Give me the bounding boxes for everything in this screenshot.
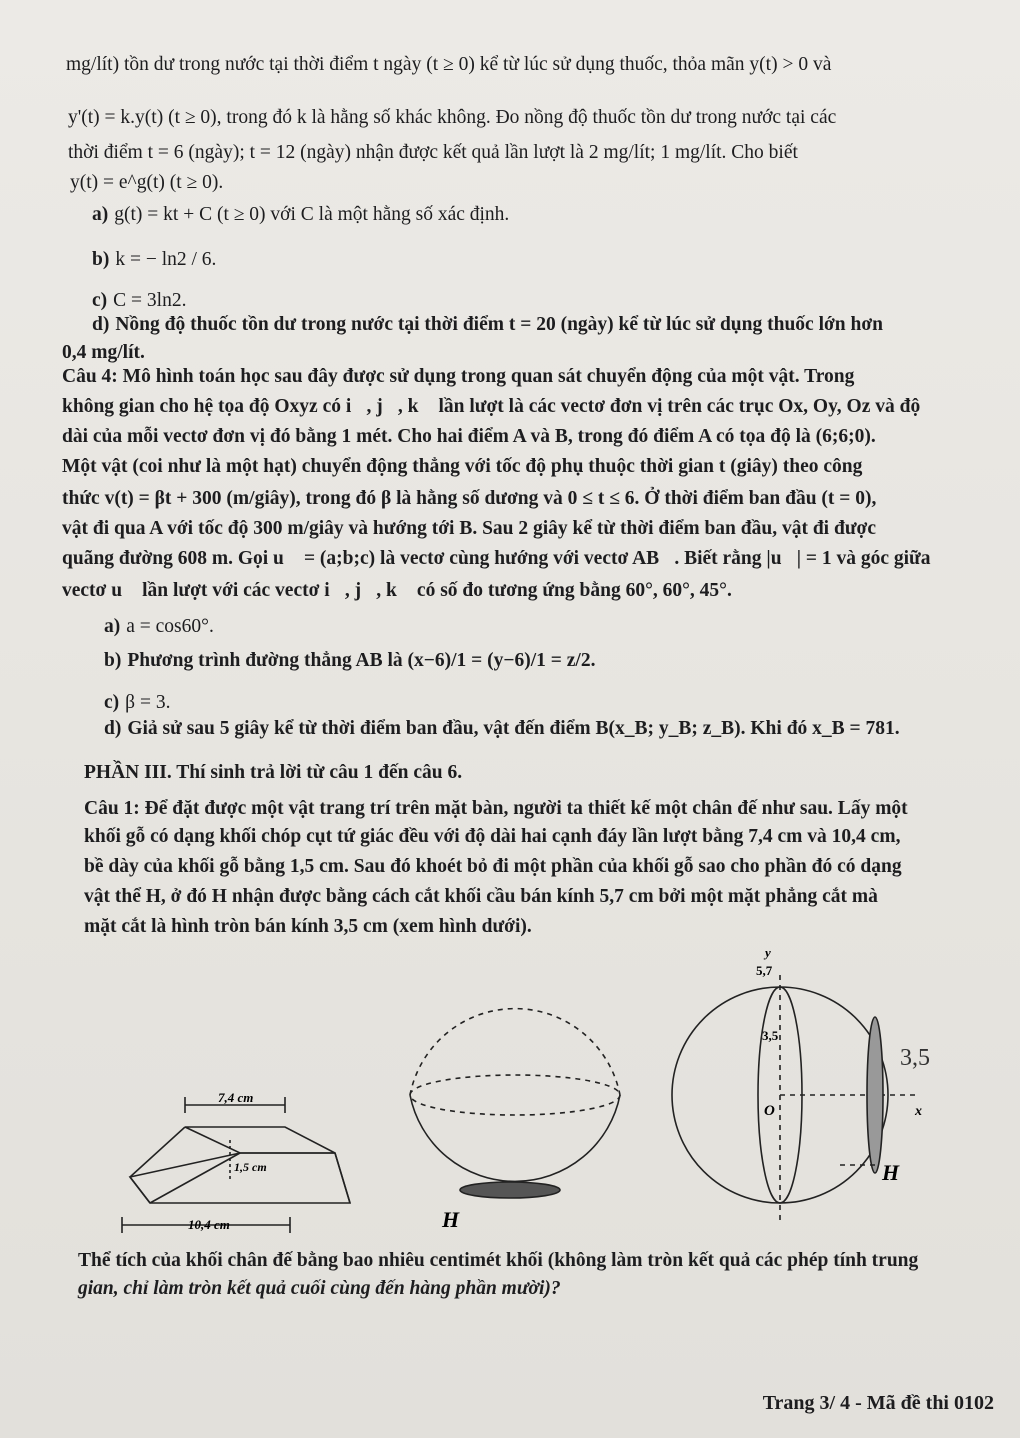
question-prompt: Thể tích của khối chân đế bằng bao nhiêu centimét khối (không làm tròn kết quả các phép tính trung: [78, 1250, 919, 1271]
text-line: mặt cắt là hình tròn bán kính 3,5 cm (xem hình dưới).: [84, 916, 532, 937]
text-line: vật thể H, ở đó H nhận được bằng cách cắt khối cầu bán kính 5,7 cm bởi một mặt phẳng cắt mà: [84, 886, 878, 907]
x-axis-label: x: [915, 1104, 922, 1119]
statement-label: d): [104, 718, 122, 739]
question-prompt: gian, chỉ làm tròn kết quả cuối cùng đến hàng phần mười)?: [78, 1278, 561, 1299]
statement-text: Giả sử sau 5 giây kể từ thời điểm ban đầu, vật đến điểm B(x_B; y_B; z_B). Khi đó x_B = 781.: [127, 718, 900, 739]
bottom-edge-label: 10,4 cm: [188, 1217, 230, 1232]
top-edge-label: 7,4 cm: [218, 1090, 254, 1105]
statement-c: [92, 288, 186, 314]
y-axis-label: y: [765, 945, 771, 960]
statement-label: b): [92, 249, 110, 270]
statement-d: [104, 716, 900, 742]
h-label: H: [442, 1207, 460, 1232]
cap-region: [867, 1017, 883, 1173]
question-1-title: Câu 1:: [84, 798, 140, 819]
thickness-label: 1,5 cm: [234, 1160, 267, 1174]
origin-label: O: [764, 1103, 775, 1119]
text-line: 0,4 mg/lít.: [62, 342, 145, 363]
statement-text: g(t) = kt + C (t ≥ 0) với C là một hằng số xác định.: [114, 204, 510, 225]
sphere-coordinate-diagram: [672, 975, 920, 1225]
text-line: không gian cho hệ tọa độ Oxyz có i⃗, j⃗, k⃗ lần lượt là các vectơ đơn vị trên các trục Ox, Oy, Oz và độ: [62, 396, 921, 417]
h-label: H: [882, 1160, 900, 1185]
statement-text: k = − ln2 / 6.: [115, 249, 217, 270]
cut-radius-label: 3,5: [762, 1028, 779, 1043]
text-line: y(t) = e^g(t) (t ≥ 0).: [70, 172, 224, 193]
statement-a: [104, 614, 214, 640]
sphere-radius-label: 5,7: [756, 963, 773, 978]
statement-label: c): [104, 692, 120, 713]
text-line: quãng đường 608 m. Gọi u⃗ = (a;b;c) là vectơ cùng hướng với vectơ AB⃗. Biết rằng |u⃗| = 1 và góc giữa: [62, 548, 931, 569]
sphere-diagram: [410, 1009, 620, 1198]
text-line: mg/lít) tồn dư trong nước tại thời điểm t ngày (t ≥ 0) kể từ lúc sử dụng thuốc, thỏa mãn y(t) > 0 và: [66, 54, 832, 75]
statement-text: C = 3ln2.: [113, 290, 187, 311]
geometry-figure: [100, 935, 960, 1245]
statement-b: [104, 648, 595, 674]
statement-label: c): [92, 290, 108, 311]
statement-a: [92, 202, 509, 228]
statement-text: a = cos60°.: [126, 616, 214, 637]
statement-text: Phương trình đường thẳng AB là (x−6)/1 = (y−6)/1 = z/2.: [127, 650, 596, 671]
statement-label: a): [92, 204, 109, 225]
frustum-top-face: [185, 1127, 335, 1153]
text-line: thức v(t) = βt + 300 (m/giây), trong đó β là hằng số dương và 0 ≤ t ≤ 6. Ở thời điểm ban đầu (t = 0),: [62, 488, 877, 509]
handwritten-note: 3,5: [900, 1045, 930, 1071]
text-line: y'(t) = k.y(t) (t ≥ 0), trong đó k là hằng số khác không. Đo nồng độ thuốc tồn dư trong nước tại các: [68, 107, 837, 128]
question-4-title: Câu 4:: [62, 366, 118, 387]
cap-region: [460, 1182, 560, 1198]
section-heading: PHẦN III. Thí sinh trả lời từ câu 1 đến câu 6.: [84, 762, 463, 783]
text-segment: Mô hình toán học sau đây được sử dụng trong quan sát chuyển động của một vật. Trong: [122, 366, 855, 387]
statement-label: b): [104, 650, 122, 671]
statement-text: β = 3.: [125, 692, 171, 713]
text-line: dài của mỗi vectơ đơn vị đó bằng 1 mét. Cho hai điểm A và B, trong đó điểm A có tọa độ là (6;6;0).: [62, 426, 876, 447]
question-4-line: [62, 364, 854, 390]
text-line: Một vật (coi như là một hạt) chuyển động thẳng với tốc độ phụ thuộc thời gian t (giây) theo công: [62, 456, 863, 477]
text-line: khối gỗ có dạng khối chóp cụt tứ giác đều với độ dài hai cạnh đáy lần lượt bằng 7,4 cm và 10,4 cm,: [84, 826, 901, 847]
text-segment: Để đặt được một vật trang trí trên mặt bàn, người ta thiết kế một chân đế như sau. Lấy một: [144, 798, 908, 819]
statement-label: d): [92, 314, 110, 335]
statement-label: a): [104, 616, 121, 637]
statement-d: [92, 312, 883, 338]
text-line: bề dày của khối gỗ bằng 1,5 cm. Sau đó khoét bỏ đi một phần của khối gỗ sao cho phần đó có dạng: [84, 856, 902, 877]
statement-c: [104, 690, 170, 716]
text-line: vectơ u⃗ lần lượt với các vectơ i⃗, j⃗, k⃗ có số đo tương ứng bằng 60°, 60°, 45°.: [62, 580, 732, 601]
question-1-line: [84, 796, 908, 822]
text-line: vật đi qua A với tốc độ 300 m/giây và hướng tới B. Sau 2 giây kể từ thời điểm ban đầu, vật đi được: [62, 518, 876, 539]
page-footer: Trang 3/ 4 - Mã đề thi 0102: [762, 1392, 994, 1414]
statement-b: [92, 247, 216, 273]
statement-text: Nồng độ thuốc tồn dư trong nước tại thời điểm t = 20 (ngày) kể từ lúc sử dụng thuốc lớn hơn: [115, 314, 883, 335]
text-line: thời điểm t = 6 (ngày); t = 12 (ngày) nhận được kết quả lần lượt là 2 mg/lít; 1 mg/lít. Cho biết: [68, 142, 798, 163]
